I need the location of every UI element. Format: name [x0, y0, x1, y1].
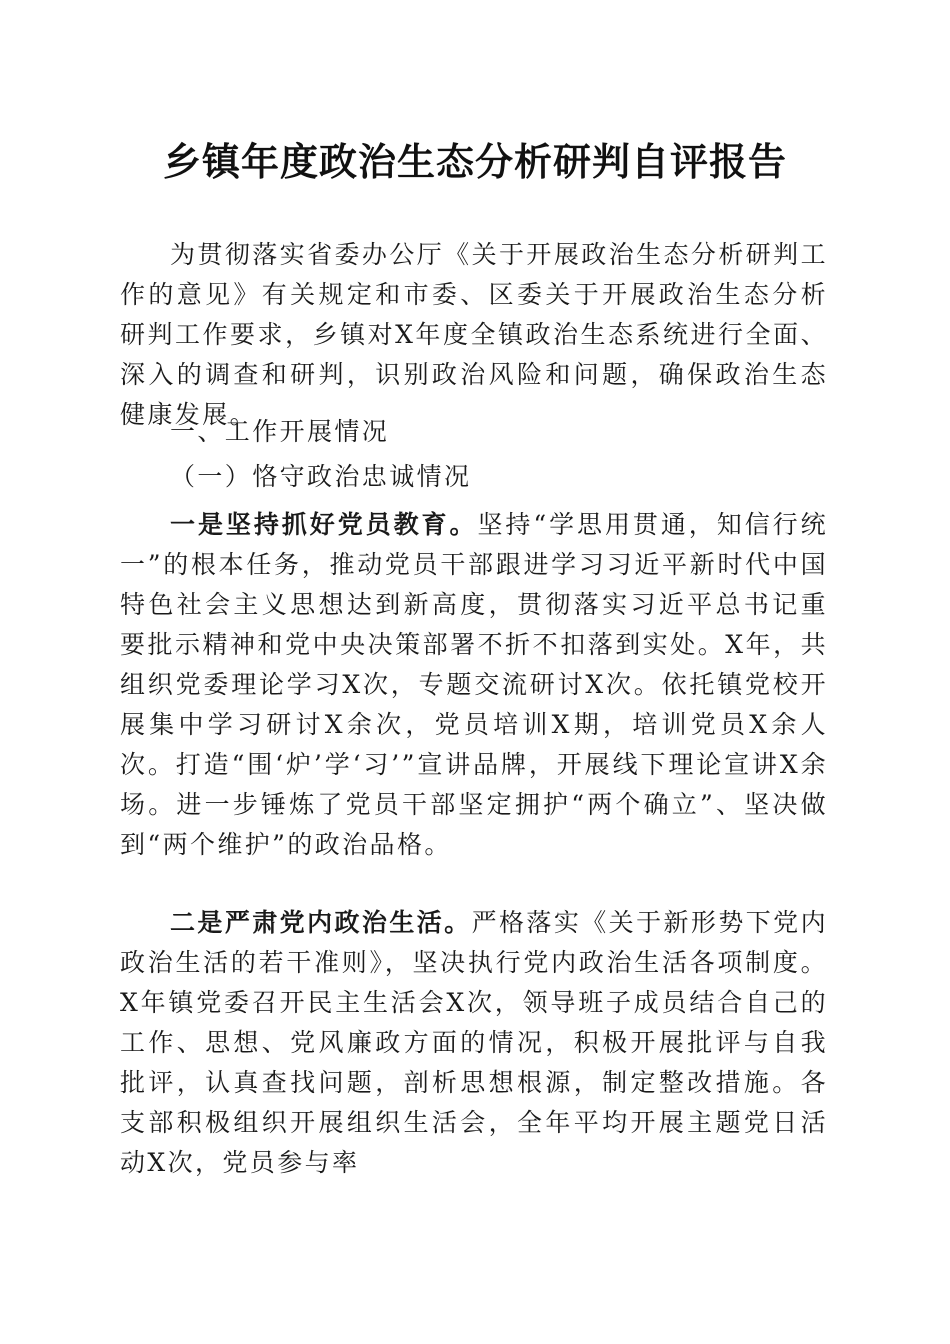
subsection-heading — [120, 457, 828, 497]
point-one-text — [120, 505, 828, 865]
point-one-lead: 一是坚持抓好党员教育。 — [170, 510, 478, 539]
point-two-lead: 二是严肃党内政治生活。 — [170, 908, 472, 937]
point-two-paragraph — [120, 903, 828, 1183]
point-one-paragraph — [120, 505, 828, 865]
section-heading-text: 一、工作开展情况 — [170, 417, 390, 446]
section-heading — [120, 412, 828, 452]
point-one-body: 坚持“学思用贯通，知信行统一”的根本任务，推动党员干部跟进学习习近平新时代中国特色社会主义思想达到新高度，贯彻落实习近平总书记重要批示精神和党中央决策部署不折不扣落到实处。X年，共组织党委理论学习X次，专题交流研讨X次。依托镇党校开展集中学习研讨X余次，党员培训X期，培训党员X余人次。打造“围‘炉’学‘习’”宣讲品牌，开展线下理论宣讲X余场。进一步锤炼了党员干部坚定拥护“两个确立”、坚决做到“两个维护”的政治品格。 — [120, 510, 828, 859]
intro-paragraph — [120, 235, 828, 435]
document-title: 乡镇年度政治生态分析研判自评报告 — [162, 139, 787, 184]
point-two-text — [120, 903, 828, 1183]
intro-text: 为贯彻落实省委办公厅《关于开展政治生态分析研判工作的意见》有关规定和市委、区委关于开展政治生态分析研判工作要求，乡镇对X年度全镇政治生态系统进行全面、深入的调查和研判，识别政治风险和问题，确保政治生态健康发展。 — [120, 240, 828, 429]
point-two-body: 严格落实《关于新形势下党内政治生活的若干准则》，坚决执行党内政治生活各项制度。X年镇党委召开民主生活会X次，领导班子成员结合自己的工作、思想、党风廉政方面的情况，积极开展批评与自我批评，认真查找问题，剖析思想根源，制定整改措施。各支部积极组织开展组织生活会，全年平均开展主题党日活动X次，党员参与率 — [120, 908, 828, 1177]
subsection-heading-text: （一）恪守政治忠诚情况 — [170, 462, 472, 491]
